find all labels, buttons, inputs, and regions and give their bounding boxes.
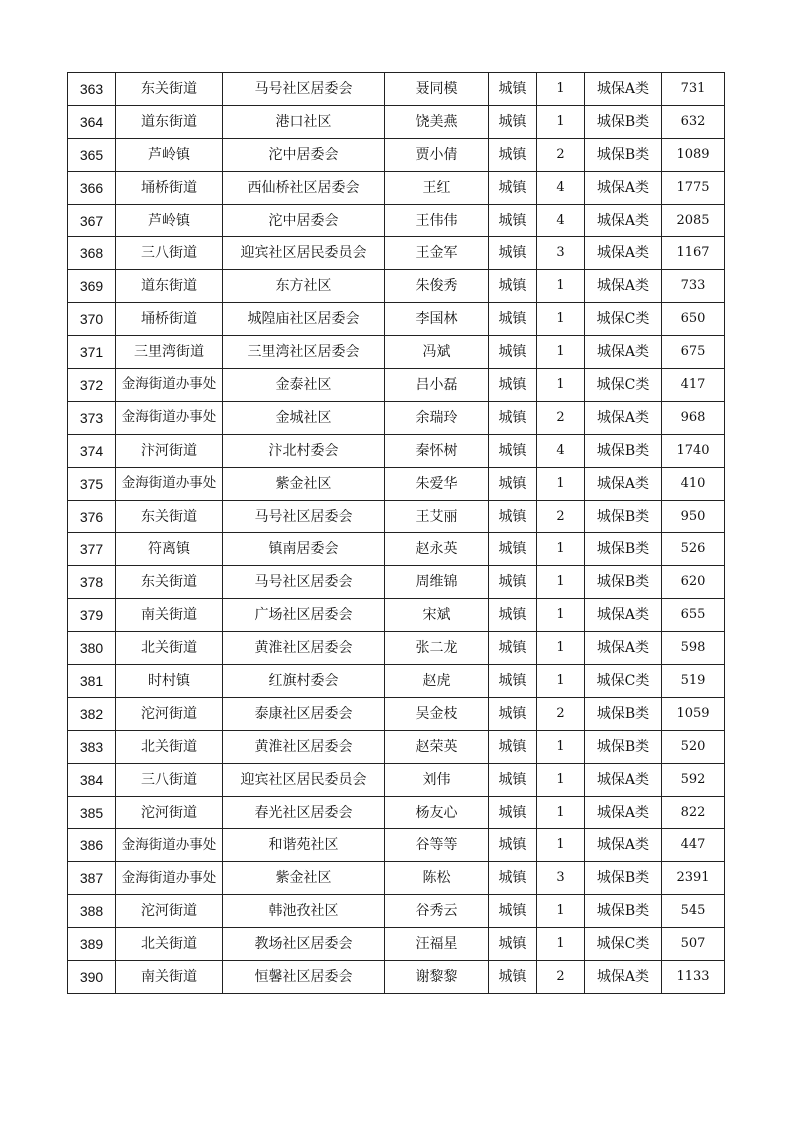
street-cell: 金海街道办事处 — [116, 467, 223, 500]
amount-cell: 1167 — [662, 237, 725, 270]
amount-cell: 598 — [662, 632, 725, 665]
area-type-cell: 城镇 — [489, 928, 537, 961]
street-cell: 三八街道 — [116, 237, 223, 270]
category-cell: 城保A类 — [585, 270, 662, 303]
street-cell: 东关街道 — [116, 500, 223, 533]
name-cell: 朱爱华 — [385, 467, 489, 500]
row-number-cell: 380 — [68, 632, 116, 665]
amount-cell: 1133 — [662, 961, 725, 994]
area-type-cell: 城镇 — [489, 566, 537, 599]
street-cell: 符离镇 — [116, 533, 223, 566]
area-type-cell: 城镇 — [489, 270, 537, 303]
table-row — [68, 928, 725, 961]
name-cell: 吴金枝 — [385, 697, 489, 730]
row-number-cell: 371 — [68, 336, 116, 369]
persons-count-cell: 4 — [537, 434, 585, 467]
name-cell: 谢黎黎 — [385, 961, 489, 994]
category-cell: 城保A类 — [585, 467, 662, 500]
row-number-cell: 368 — [68, 237, 116, 270]
row-number-cell: 374 — [68, 434, 116, 467]
area-type-cell: 城镇 — [489, 829, 537, 862]
row-number-cell: 373 — [68, 401, 116, 434]
community-cell: 广场社区居委会 — [223, 599, 385, 632]
category-cell: 城保A类 — [585, 796, 662, 829]
category-cell: 城保A类 — [585, 171, 662, 204]
community-cell: 金城社区 — [223, 401, 385, 434]
table-row — [68, 599, 725, 632]
amount-cell: 2085 — [662, 204, 725, 237]
community-cell: 沱中居委会 — [223, 138, 385, 171]
row-number-cell: 387 — [68, 862, 116, 895]
amount-cell: 2391 — [662, 862, 725, 895]
name-cell: 汪福星 — [385, 928, 489, 961]
community-cell: 恒馨社区居委会 — [223, 961, 385, 994]
persons-count-cell: 1 — [537, 763, 585, 796]
table-row — [68, 895, 725, 928]
area-type-cell: 城镇 — [489, 796, 537, 829]
category-cell: 城保B类 — [585, 566, 662, 599]
persons-count-cell: 1 — [537, 730, 585, 763]
table-body — [68, 73, 725, 994]
persons-count-cell: 4 — [537, 204, 585, 237]
category-cell: 城保B类 — [585, 138, 662, 171]
table-row — [68, 566, 725, 599]
community-cell: 泰康社区居委会 — [223, 697, 385, 730]
community-cell: 教场社区居委会 — [223, 928, 385, 961]
name-cell: 冯斌 — [385, 336, 489, 369]
table-row — [68, 665, 725, 698]
amount-cell: 733 — [662, 270, 725, 303]
street-cell: 三八街道 — [116, 763, 223, 796]
amount-cell: 950 — [662, 500, 725, 533]
persons-count-cell: 4 — [537, 171, 585, 204]
name-cell: 刘伟 — [385, 763, 489, 796]
category-cell: 城保B类 — [585, 434, 662, 467]
category-cell: 城保A类 — [585, 73, 662, 106]
table-row — [68, 763, 725, 796]
area-type-cell: 城镇 — [489, 763, 537, 796]
street-cell: 南关街道 — [116, 961, 223, 994]
persons-count-cell: 1 — [537, 105, 585, 138]
persons-count-cell: 1 — [537, 336, 585, 369]
table-row — [68, 369, 725, 402]
category-cell: 城保B类 — [585, 862, 662, 895]
amount-cell: 545 — [662, 895, 725, 928]
area-type-cell: 城镇 — [489, 599, 537, 632]
row-number-cell: 375 — [68, 467, 116, 500]
category-cell: 城保A类 — [585, 961, 662, 994]
street-cell: 道东街道 — [116, 270, 223, 303]
amount-cell: 655 — [662, 599, 725, 632]
table-row — [68, 500, 725, 533]
name-cell: 杨友心 — [385, 796, 489, 829]
persons-count-cell: 1 — [537, 270, 585, 303]
row-number-cell: 363 — [68, 73, 116, 106]
area-type-cell: 城镇 — [489, 632, 537, 665]
community-cell: 港口社区 — [223, 105, 385, 138]
street-cell: 南关街道 — [116, 599, 223, 632]
persons-count-cell: 1 — [537, 303, 585, 336]
area-type-cell: 城镇 — [489, 697, 537, 730]
area-type-cell: 城镇 — [489, 73, 537, 106]
community-cell: 东方社区 — [223, 270, 385, 303]
category-cell: 城保B类 — [585, 730, 662, 763]
name-cell: 周维锦 — [385, 566, 489, 599]
name-cell: 王艾丽 — [385, 500, 489, 533]
category-cell: 城保B类 — [585, 697, 662, 730]
amount-cell: 417 — [662, 369, 725, 402]
table-row — [68, 105, 725, 138]
persons-count-cell: 1 — [537, 829, 585, 862]
amount-cell: 632 — [662, 105, 725, 138]
community-cell: 西仙桥社区居委会 — [223, 171, 385, 204]
row-number-cell: 364 — [68, 105, 116, 138]
area-type-cell: 城镇 — [489, 434, 537, 467]
table-row — [68, 862, 725, 895]
row-number-cell: 381 — [68, 665, 116, 698]
street-cell: 时村镇 — [116, 665, 223, 698]
area-type-cell: 城镇 — [489, 138, 537, 171]
name-cell: 谷等等 — [385, 829, 489, 862]
category-cell: 城保A类 — [585, 237, 662, 270]
persons-count-cell: 1 — [537, 796, 585, 829]
row-number-cell: 382 — [68, 697, 116, 730]
persons-count-cell: 2 — [537, 961, 585, 994]
persons-count-cell: 1 — [537, 599, 585, 632]
name-cell: 朱俊秀 — [385, 270, 489, 303]
community-cell: 和谐苑社区 — [223, 829, 385, 862]
name-cell: 聂同模 — [385, 73, 489, 106]
category-cell: 城保A类 — [585, 829, 662, 862]
area-type-cell: 城镇 — [489, 533, 537, 566]
category-cell: 城保A类 — [585, 336, 662, 369]
record-table — [67, 72, 725, 994]
persons-count-cell: 1 — [537, 928, 585, 961]
category-cell: 城保B类 — [585, 105, 662, 138]
table-row — [68, 303, 725, 336]
name-cell: 贾小倩 — [385, 138, 489, 171]
community-cell: 紫金社区 — [223, 467, 385, 500]
table-row — [68, 632, 725, 665]
persons-count-cell: 1 — [537, 369, 585, 402]
name-cell: 赵虎 — [385, 665, 489, 698]
persons-count-cell: 1 — [537, 73, 585, 106]
name-cell: 余瑞玲 — [385, 401, 489, 434]
persons-count-cell: 3 — [537, 237, 585, 270]
category-cell: 城保C类 — [585, 369, 662, 402]
category-cell: 城保C类 — [585, 928, 662, 961]
area-type-cell: 城镇 — [489, 862, 537, 895]
street-cell: 金海街道办事处 — [116, 401, 223, 434]
name-cell: 赵永英 — [385, 533, 489, 566]
street-cell: 金海街道办事处 — [116, 829, 223, 862]
name-cell: 吕小磊 — [385, 369, 489, 402]
area-type-cell: 城镇 — [489, 237, 537, 270]
area-type-cell: 城镇 — [489, 665, 537, 698]
area-type-cell: 城镇 — [489, 171, 537, 204]
street-cell: 金海街道办事处 — [116, 369, 223, 402]
name-cell: 秦怀树 — [385, 434, 489, 467]
table-row — [68, 961, 725, 994]
amount-cell: 731 — [662, 73, 725, 106]
category-cell: 城保B类 — [585, 895, 662, 928]
category-cell: 城保B类 — [585, 500, 662, 533]
persons-count-cell: 1 — [537, 895, 585, 928]
community-cell: 三里湾社区居委会 — [223, 336, 385, 369]
community-cell: 马号社区居委会 — [223, 500, 385, 533]
street-cell: 道东街道 — [116, 105, 223, 138]
category-cell: 城保A类 — [585, 204, 662, 237]
persons-count-cell: 3 — [537, 862, 585, 895]
community-cell: 沱中居委会 — [223, 204, 385, 237]
street-cell: 埇桥街道 — [116, 303, 223, 336]
table-row — [68, 533, 725, 566]
row-number-cell: 369 — [68, 270, 116, 303]
name-cell: 饶美燕 — [385, 105, 489, 138]
amount-cell: 1740 — [662, 434, 725, 467]
area-type-cell: 城镇 — [489, 401, 537, 434]
category-cell: 城保C类 — [585, 665, 662, 698]
street-cell: 东关街道 — [116, 566, 223, 599]
community-cell: 黄淮社区居委会 — [223, 730, 385, 763]
street-cell: 金海街道办事处 — [116, 862, 223, 895]
community-cell: 韩池孜社区 — [223, 895, 385, 928]
table-row — [68, 336, 725, 369]
row-number-cell: 385 — [68, 796, 116, 829]
persons-count-cell: 2 — [537, 401, 585, 434]
row-number-cell: 370 — [68, 303, 116, 336]
row-number-cell: 377 — [68, 533, 116, 566]
community-cell: 城隍庙社区居委会 — [223, 303, 385, 336]
street-cell: 东关街道 — [116, 73, 223, 106]
area-type-cell: 城镇 — [489, 730, 537, 763]
community-cell: 黄淮社区居委会 — [223, 632, 385, 665]
amount-cell: 592 — [662, 763, 725, 796]
street-cell: 沱河街道 — [116, 895, 223, 928]
area-type-cell: 城镇 — [489, 500, 537, 533]
amount-cell: 1059 — [662, 697, 725, 730]
amount-cell: 410 — [662, 467, 725, 500]
community-cell: 红旗村委会 — [223, 665, 385, 698]
name-cell: 王伟伟 — [385, 204, 489, 237]
table-row — [68, 697, 725, 730]
table-row — [68, 467, 725, 500]
name-cell: 王金军 — [385, 237, 489, 270]
name-cell: 张二龙 — [385, 632, 489, 665]
table-row — [68, 237, 725, 270]
row-number-cell: 388 — [68, 895, 116, 928]
name-cell: 谷秀云 — [385, 895, 489, 928]
amount-cell: 620 — [662, 566, 725, 599]
category-cell: 城保A类 — [585, 401, 662, 434]
table-row — [68, 796, 725, 829]
area-type-cell: 城镇 — [489, 467, 537, 500]
area-type-cell: 城镇 — [489, 303, 537, 336]
category-cell: 城保C类 — [585, 303, 662, 336]
table-row — [68, 171, 725, 204]
persons-count-cell: 1 — [537, 566, 585, 599]
street-cell: 北关街道 — [116, 632, 223, 665]
street-cell: 三里湾街道 — [116, 336, 223, 369]
area-type-cell: 城镇 — [489, 204, 537, 237]
row-number-cell: 366 — [68, 171, 116, 204]
row-number-cell: 389 — [68, 928, 116, 961]
name-cell: 宋斌 — [385, 599, 489, 632]
community-cell: 迎宾社区居民委员会 — [223, 237, 385, 270]
category-cell: 城保B类 — [585, 533, 662, 566]
amount-cell: 675 — [662, 336, 725, 369]
row-number-cell: 376 — [68, 500, 116, 533]
row-number-cell: 384 — [68, 763, 116, 796]
street-cell: 埇桥街道 — [116, 171, 223, 204]
row-number-cell: 390 — [68, 961, 116, 994]
area-type-cell: 城镇 — [489, 369, 537, 402]
street-cell: 汴河街道 — [116, 434, 223, 467]
community-cell: 镇南居委会 — [223, 533, 385, 566]
amount-cell: 822 — [662, 796, 725, 829]
area-type-cell: 城镇 — [489, 961, 537, 994]
street-cell: 沱河街道 — [116, 796, 223, 829]
persons-count-cell: 1 — [537, 665, 585, 698]
row-number-cell: 386 — [68, 829, 116, 862]
table-row — [68, 138, 725, 171]
amount-cell: 447 — [662, 829, 725, 862]
table-row — [68, 829, 725, 862]
persons-count-cell: 2 — [537, 500, 585, 533]
row-number-cell: 367 — [68, 204, 116, 237]
category-cell: 城保A类 — [585, 599, 662, 632]
name-cell: 李国林 — [385, 303, 489, 336]
row-number-cell: 378 — [68, 566, 116, 599]
persons-count-cell: 2 — [537, 697, 585, 730]
category-cell: 城保A类 — [585, 763, 662, 796]
table-row — [68, 730, 725, 763]
table-row — [68, 434, 725, 467]
community-cell: 马号社区居委会 — [223, 73, 385, 106]
table-row — [68, 270, 725, 303]
amount-cell: 520 — [662, 730, 725, 763]
persons-count-cell: 1 — [537, 533, 585, 566]
street-cell: 芦岭镇 — [116, 138, 223, 171]
table-row — [68, 204, 725, 237]
row-number-cell: 383 — [68, 730, 116, 763]
community-cell: 汴北村委会 — [223, 434, 385, 467]
category-cell: 城保A类 — [585, 632, 662, 665]
amount-cell: 1775 — [662, 171, 725, 204]
amount-cell: 507 — [662, 928, 725, 961]
community-cell: 金泰社区 — [223, 369, 385, 402]
name-cell: 赵荣英 — [385, 730, 489, 763]
name-cell: 王红 — [385, 171, 489, 204]
amount-cell: 968 — [662, 401, 725, 434]
persons-count-cell: 1 — [537, 467, 585, 500]
community-cell: 春光社区居委会 — [223, 796, 385, 829]
amount-cell: 650 — [662, 303, 725, 336]
community-cell: 迎宾社区居民委员会 — [223, 763, 385, 796]
area-type-cell: 城镇 — [489, 336, 537, 369]
amount-cell: 1089 — [662, 138, 725, 171]
persons-count-cell: 2 — [537, 138, 585, 171]
street-cell: 北关街道 — [116, 928, 223, 961]
street-cell: 沱河街道 — [116, 697, 223, 730]
community-cell: 紫金社区 — [223, 862, 385, 895]
area-type-cell: 城镇 — [489, 895, 537, 928]
amount-cell: 519 — [662, 665, 725, 698]
name-cell: 陈松 — [385, 862, 489, 895]
row-number-cell: 365 — [68, 138, 116, 171]
street-cell: 北关街道 — [116, 730, 223, 763]
community-cell: 马号社区居委会 — [223, 566, 385, 599]
amount-cell: 526 — [662, 533, 725, 566]
row-number-cell: 372 — [68, 369, 116, 402]
table-row — [68, 401, 725, 434]
table-row — [68, 73, 725, 106]
persons-count-cell: 1 — [537, 632, 585, 665]
street-cell: 芦岭镇 — [116, 204, 223, 237]
row-number-cell: 379 — [68, 599, 116, 632]
area-type-cell: 城镇 — [489, 105, 537, 138]
